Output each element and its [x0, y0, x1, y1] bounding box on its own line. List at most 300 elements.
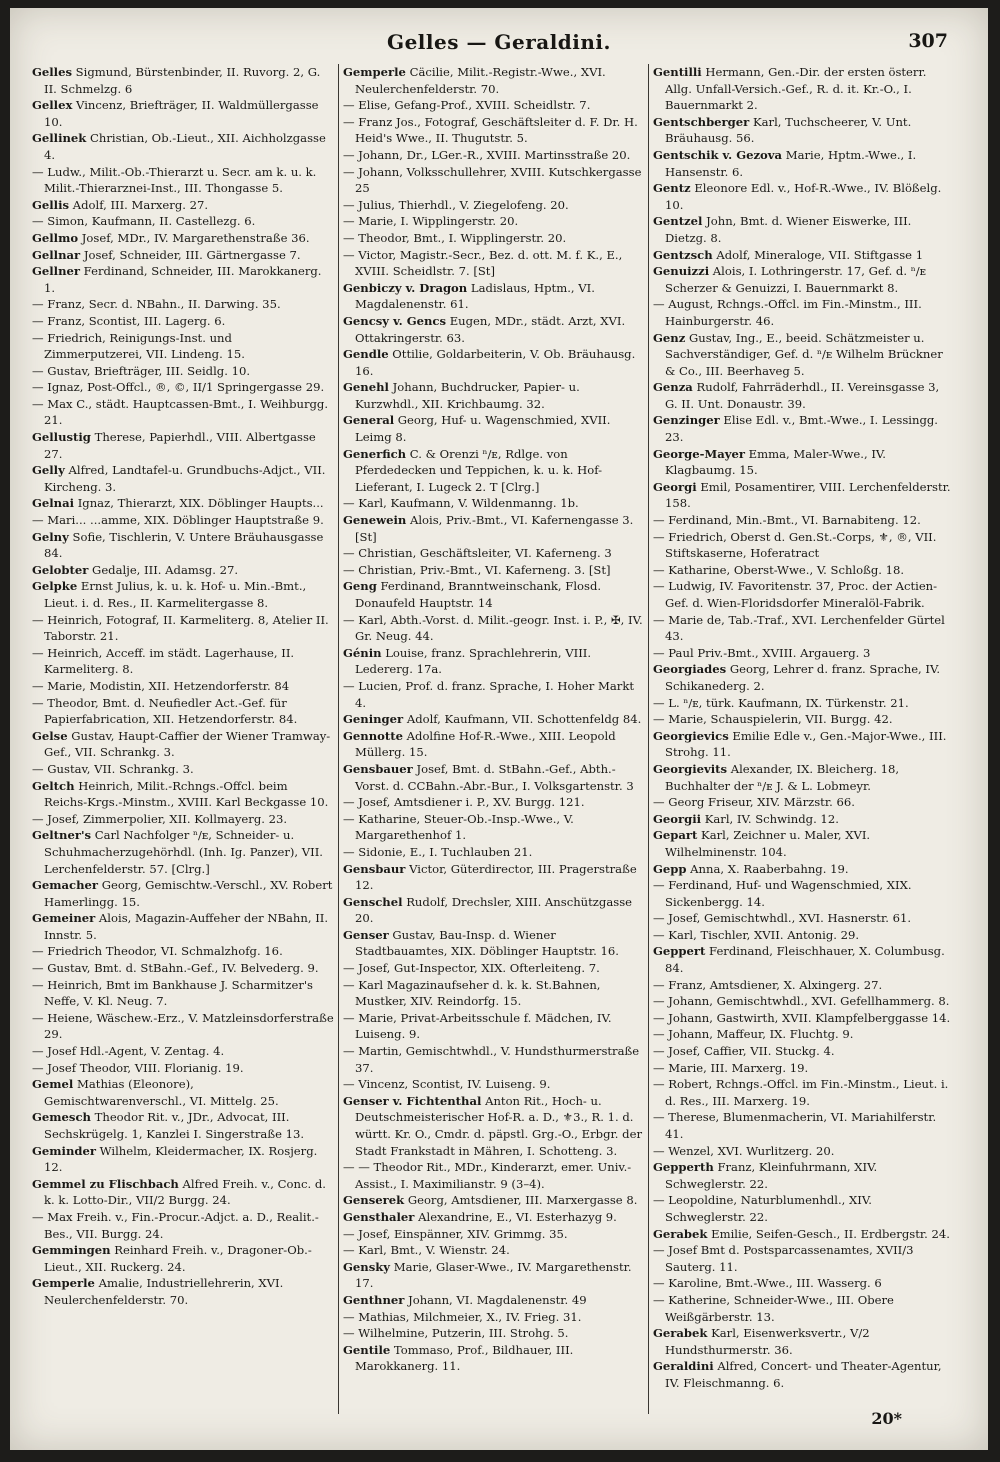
directory-entry — [343, 794, 644, 811]
entry-surname: Gennotte — [343, 728, 403, 743]
directory-entry — [343, 512, 644, 545]
directory-entry — [343, 147, 644, 164]
directory-entry — [653, 695, 954, 712]
entry-details: Adolfine Hof-R.-Wwe., XIII. Leopold Müllerg. 15. — [355, 728, 616, 760]
directory-page — [10, 8, 988, 1450]
entry-details: Eleonore Edl. v., Hof-R.-Wwe., IV. Blößelg. 10. — [665, 181, 942, 212]
directory-entry — [653, 1159, 954, 1192]
entry-details: — Gustav, Briefträger, III. Seidlg. 10. — [32, 363, 251, 378]
column-2 — [338, 64, 648, 1414]
directory-entry — [653, 213, 954, 246]
directory-entry — [343, 1076, 644, 1093]
entry-details: Eugen, MDr., städt. Arzt, XVI. Ottakringerstr. 63. — [355, 313, 626, 345]
directory-entry — [653, 977, 954, 994]
entry-details: — Franz, Scontist, III. Lagerg. 6. — [32, 313, 226, 328]
directory-entry — [32, 761, 334, 778]
entry-details: Anton Rit., Hoch- u. Deutschmeisterischer Hof-R. a. D., ⚜3., R. 1. d. württ. Kr. O., Cmdr. d. päpstl. Grg.-O., Erbgr. der Stadt Frankstadt in Mähren, I. Schotteng. 3. — [355, 1093, 642, 1158]
entry-details: Ferdinand, Fleischhauer, X. Columbusg. 84. — [665, 944, 945, 976]
entry-details: Karl, Zeichner u. Maler, XVI. Wilhelminenstr. 104. — [665, 828, 871, 859]
entry-details: Georg, Amtsdiener, III. Marxergasse 8. — [404, 1193, 638, 1208]
directory-entry — [32, 1242, 334, 1275]
entry-details: — Vincenz, Scontist, IV. Luiseng. 9. — [343, 1077, 551, 1092]
entry-details: — Josef Theodor, VIII. Florianig. 19. — [32, 1060, 244, 1075]
entry-surname: Geninger — [343, 712, 404, 727]
entry-surname: Genthner — [343, 1292, 405, 1307]
entry-details: — Ludw., Milit.-Ob.-Thierarzt u. Secr. am k. u. k. Milit.-Thierarznei-Inst., III. Thongasse 5. — [32, 164, 317, 196]
entry-details: — Marie, Schauspielerin, VII. Burgg. 42. — [653, 712, 893, 727]
entry-details: John, Bmt. d. Wiener Eiswerke, III. Dietzg. 8. — [665, 214, 912, 245]
entry-details: Rudolf, Drechsler, XIII. Anschützgasse 20. — [355, 894, 633, 926]
column-1 — [28, 64, 338, 1414]
directory-entry — [32, 1275, 334, 1308]
entry-details: Theodor Rit. v., JDr., Advocat, III. Sechskrügelg. 1, Kanzlei I. Singerstraße 13. — [44, 1110, 305, 1141]
entry-details: Carl Nachfolger ⁿ/ᴇ, Schneider- u. Schuhmacherzugehörhdl. (Inh. Ig. Panzer), VII. Lerchenfelderstr. 57. [Clrg.] — [44, 828, 323, 876]
directory-columns — [28, 64, 972, 1414]
entry-details: — Georg Friseur, XIV. Märzstr. 66. — [653, 795, 855, 810]
directory-entry — [653, 927, 954, 944]
entry-details: Ladislaus, Hptm., VI. Magdalenenstr. 61. — [355, 280, 595, 312]
entry-details: Heinrich, Milit.-Rchngs.-Offcl. beim Reichs-Krgs.-Minstm., XVIII. Karl Beckgasse 10. — [44, 778, 329, 810]
directory-entry — [32, 778, 334, 811]
entry-details: Georg, Huf- u. Wagenschmied, XVII. Leimg 8. — [355, 413, 611, 445]
entry-details: — Katharine, Oberst-Wwe., V. Schloßg. 18. — [653, 562, 905, 577]
entry-details: — Theodor, Bmt., I. Wipplingerstr. 20. — [343, 230, 567, 245]
entry-details: Rudolf, Fahrräderhdl., II. Vereinsgasse 3, G. II. Unt. Donaustr. 39. — [665, 380, 940, 411]
entry-surname: Gensbauer — [343, 761, 413, 776]
directory-entry — [32, 1043, 334, 1060]
directory-entry — [343, 761, 644, 794]
directory-entry — [653, 180, 954, 213]
directory-entry — [32, 910, 334, 943]
entry-surname: Geng — [343, 579, 377, 594]
entry-surname: Gelly — [32, 463, 65, 478]
entry-details: Ignaz, Thierarzt, XIX. Döblinger Haupts... — [74, 496, 324, 511]
entry-details: — Johann, Dr., LGer.-R., XVIII. Martinsstraße 20. — [343, 147, 631, 162]
directory-entry — [32, 612, 334, 645]
entry-details: — Paul Priv.-Bmt., XVIII. Argauerg. 3 — [653, 645, 871, 660]
directory-entry — [653, 1192, 954, 1225]
entry-surname: Gerabek — [653, 1326, 708, 1341]
directory-entry — [32, 97, 334, 130]
entry-surname: Genewein — [343, 513, 407, 528]
entry-details: Adolf, Mineraloge, VII. Stiftgasse 1 — [712, 247, 924, 262]
directory-entry — [343, 313, 644, 346]
entry-details: Georg, Lehrer d. franz. Sprache, IV. Schikanederg. 2. — [665, 662, 941, 693]
entry-surname: Gentile — [343, 1342, 391, 1357]
entry-details: Cäcilie, Milit.-Registr.-Wwe., XVI. Neulerchenfelderstr. 70. — [355, 65, 606, 96]
entry-details: — Elise, Gefang-Prof., XVIII. Scheidlstr. 7. — [343, 98, 591, 113]
entry-surname: Geppert — [653, 944, 706, 959]
entry-details: — Friedrich, Reinigungs-Inst. und Zimmerputzerei, VII. Lindeng. 15. — [32, 330, 245, 362]
directory-entry — [32, 1109, 334, 1142]
entry-surname: Genschel — [343, 894, 403, 909]
entry-surname: Gellustig — [32, 430, 91, 445]
entry-details: Johann, VI. Magdalenenstr. 49 — [404, 1292, 587, 1307]
directory-entry — [343, 1209, 644, 1226]
directory-entry — [32, 197, 334, 214]
entry-details: — Heinrich, Bmt im Bankhause J. Scharmitzer's Neffe, V. Kl. Neug. 7. — [32, 977, 314, 1009]
entry-details: Josef, Schneider, III. Gärtnergasse 7. — [80, 247, 301, 262]
directory-entry — [653, 64, 954, 114]
entry-surname: Gepart — [653, 828, 698, 843]
directory-entry — [653, 263, 954, 296]
entry-details: — Heiene, Wäschew.-Erz., V. Matzleinsdorferstraße 29. — [32, 1010, 334, 1042]
entry-details: Gedalje, III. Adamsg. 27. — [88, 562, 239, 577]
entry-surname: Gemacher — [32, 878, 99, 893]
entry-details: Christian, Ob.-Lieut., XII. Aichholzgasse 4. — [44, 131, 326, 162]
entry-details: — Friedrich, Oberst d. Gen.St.-Corps, ⚜, ®, VII. Stiftskaserne, Hoferatract — [653, 529, 937, 561]
directory-entry — [653, 446, 954, 479]
entry-surname: Gelnai — [32, 496, 75, 511]
directory-entry — [653, 379, 954, 412]
entry-details: Alois, I. Lothringerstr. 17, Gef. d. ⁿ/ᴇ Scherzer & Genuizzi, I. Bauernmarkt 8. — [665, 264, 927, 295]
entry-details: Adolf, Kaufmann, VII. Schottenfeldg 84. — [403, 712, 642, 727]
directory-entry — [653, 296, 954, 329]
directory-entry — [32, 529, 334, 562]
entry-surname: Gerabek — [653, 1226, 708, 1241]
directory-entry — [653, 943, 954, 976]
directory-entry — [653, 1292, 954, 1325]
entry-details: Ottilie, Goldarbeiterin, V. Ob. Bräuhausg. 16. — [355, 347, 636, 378]
directory-entry — [653, 711, 954, 728]
entry-details: — Wilhelmine, Putzerin, III. Strohg. 5. — [343, 1326, 569, 1341]
entry-details: Wilhelm, Kleidermacher, IX. Rosjerg. 12. — [44, 1143, 318, 1175]
directory-entry — [653, 1275, 954, 1292]
directory-entry — [343, 1292, 644, 1309]
directory-entry — [343, 247, 644, 280]
directory-entry — [343, 1309, 644, 1326]
directory-entry — [653, 1242, 954, 1275]
entry-details: — Mathias, Milchmeier, X., IV. Frieg. 31. — [343, 1309, 582, 1324]
entry-details: — Ferdinand, Min.-Bmt., VI. Barnabiteng. 12. — [653, 513, 921, 528]
entry-details: Ernst Julius, k. u. k. Hof- u. Min.-Bmt., Lieut. i. d. Res., II. Karmelitergasse 8. — [44, 579, 307, 610]
entry-surname: Georgi — [653, 479, 697, 494]
directory-entry — [653, 1010, 954, 1027]
entry-details: — Wenzel, XVI. Wurlitzerg. 20. — [653, 1143, 835, 1158]
entry-surname: Gellner — [32, 264, 80, 279]
entry-surname: Genza — [653, 380, 693, 395]
entry-details: Gustav, Bau-Insp. d. Wiener Stadtbauamtes, XIX. Döblinger Hauptstr. 16. — [355, 927, 619, 959]
entry-details: — Martin, Gemischtwhdl., V. Hundsthurmerstraße 37. — [343, 1044, 640, 1075]
directory-entry — [653, 147, 954, 180]
entry-surname: Gellinek — [32, 131, 87, 146]
entry-details: — Christian, Geschäftsleiter, VI. Kaferneng. 3 — [343, 546, 612, 561]
entry-surname: Gellex — [32, 98, 73, 113]
directory-entry — [32, 943, 334, 960]
directory-entry — [653, 645, 954, 662]
entry-details: — Marie, Privat-Arbeitsschule f. Mädchen, IV. Luiseng. 9. — [343, 1010, 612, 1042]
directory-entry — [32, 396, 334, 429]
entry-surname: Gencsy v. Gencs — [343, 313, 447, 328]
entry-details: — Ignaz, Post-Offcl., ®, ©, II/1 Springergasse 29. — [32, 380, 325, 395]
directory-entry — [653, 330, 954, 380]
entry-details: — Victor, Magistr.-Secr., Bez. d. ott. M. f. K., E., XVIII. Scheidlstr. 7. [St] — [343, 247, 623, 279]
entry-details: Anna, X. Raaberbahng. 19. — [686, 861, 849, 876]
directory-entry — [343, 230, 644, 247]
directory-entry — [343, 1226, 644, 1243]
directory-entry — [653, 910, 954, 927]
directory-entry — [343, 1325, 644, 1342]
entry-details: — Karl Magazinaufseher d. k. k. St.Bahnen, Mustker, XIV. Reindorfg. 15. — [343, 977, 601, 1009]
directory-entry — [343, 346, 644, 379]
directory-entry — [32, 678, 334, 695]
entry-surname: Generfich — [343, 446, 407, 461]
entry-details: — Josef Hdl.-Agent, V. Zentag. 4. — [32, 1044, 225, 1059]
entry-details: — Christian, Priv.-Bmt., VI. Kaferneng. 3. [St] — [343, 562, 611, 577]
directory-entry — [32, 877, 334, 910]
entry-surname: Gemperle — [343, 65, 406, 79]
entry-surname: Gemeiner — [32, 911, 96, 926]
directory-entry — [343, 645, 644, 678]
directory-entry — [653, 1325, 954, 1358]
entry-surname: Gepperth — [653, 1160, 714, 1175]
directory-entry — [653, 1076, 954, 1109]
entry-surname: Gensthaler — [343, 1209, 415, 1224]
directory-entry — [343, 894, 644, 927]
entry-surname: Gelles — [32, 65, 72, 79]
entry-details: Elise Edl. v., Bmt.-Wwe., I. Lessingg. 23. — [665, 413, 938, 445]
directory-entry — [343, 678, 644, 711]
directory-entry — [32, 811, 334, 828]
entry-details: Alois, Magazin-Auffeher der NBahn, II. Innstr. 5. — [44, 911, 329, 942]
directory-entry — [653, 993, 954, 1010]
directory-entry — [653, 412, 954, 445]
directory-entry — [32, 213, 334, 230]
directory-entry — [32, 462, 334, 495]
entry-surname: Gellmo — [32, 230, 79, 245]
entry-surname: Gentzsch — [653, 247, 713, 262]
directory-entry — [343, 612, 644, 645]
entry-surname: Geraldini — [653, 1359, 714, 1374]
entry-surname: Gemel — [32, 1077, 74, 1092]
page-header — [10, 30, 988, 56]
entry-details: Alois, Priv.-Bmt., VI. Kafernengasse 3. [St] — [355, 513, 634, 544]
entry-surname: Georgiades — [653, 662, 727, 677]
entry-details: Ferdinand, Branntweinschank, Flosd. Donaufeld Hauptstr. 14 — [355, 579, 602, 610]
directory-entry — [653, 114, 954, 147]
entry-details: — Karoline, Bmt.-Wwe., III. Wasserg. 6 — [653, 1276, 882, 1291]
entry-surname: George-Mayer — [653, 446, 745, 461]
entry-details: Marie, Glaser-Wwe., IV. Margarethenstr. 17. — [355, 1259, 632, 1291]
entry-details: Sofie, Tischlerin, V. Untere Bräuhausgasse 84. — [44, 529, 324, 561]
entry-details: — Johann, Volksschullehrer, XVIII. Kutschkergasse 25 — [343, 164, 642, 196]
entry-details: Karl, Tuchscheerer, V. Unt. Bräuhausg. 56. — [665, 114, 912, 146]
entry-details: — Josef Bmt d. Postsparcassenamtes, XVII/3 Sauterg. 11. — [653, 1243, 914, 1274]
entry-surname: Gentschik v. Gezova — [653, 147, 783, 162]
directory-entry — [653, 877, 954, 910]
directory-entry — [653, 1226, 954, 1243]
entry-surname: Gemperle — [32, 1276, 95, 1291]
directory-entry — [343, 280, 644, 313]
entry-details: — Leopoldine, Naturblumenhdl., XIV. Schweglerstr. 22. — [653, 1193, 872, 1224]
directory-entry — [343, 446, 644, 496]
directory-entry — [343, 728, 644, 761]
directory-entry — [32, 512, 334, 529]
entry-details: Therese, Papierhdl., VIII. Albertgasse 27. — [44, 430, 316, 461]
entry-surname: Gelpke — [32, 579, 78, 594]
directory-entry — [343, 1192, 644, 1209]
entry-details: Emma, Maler-Wwe., IV. Klagbaumg. 15. — [665, 446, 886, 478]
entry-details: Sigmund, Bürstenbinder, II. Ruvorg. 2, G. II. Schmelzg. 6 — [44, 65, 321, 96]
directory-entry — [32, 695, 334, 728]
entry-surname: Genbiczy v. Dragon — [343, 280, 468, 295]
entry-details: — Johann, Gemischtwhdl., XVI. Gefellhammerg. 8. — [653, 994, 950, 1009]
directory-entry — [343, 197, 644, 214]
entry-surname: Georgievits — [653, 761, 728, 776]
directory-entry — [343, 164, 644, 197]
directory-entry — [343, 412, 644, 445]
entry-details: Victor, Güterdirector, III. Pragerstraße 12. — [355, 861, 637, 893]
directory-entry — [343, 114, 644, 147]
entry-surname: Gellnar — [32, 247, 81, 262]
entry-details: Josef, Bmt. d. StBahn.-Gef., Abth.-Vorst. d. CCBahn.-Abr.-Bur., I. Volksgartenstr. 3 — [355, 761, 634, 793]
directory-entry — [653, 512, 954, 529]
entry-details: Karl, IV. Schwindg. 12. — [701, 811, 839, 826]
entry-details: — Karl, Abth.-Vorst. d. Milit.-geogr. Inst. i. P., ✠, IV. Gr. Neug. 44. — [343, 612, 643, 644]
directory-entry — [343, 977, 644, 1010]
entry-details: Emil, Posamentirer, VIII. Lerchenfelderstr. 158. — [665, 479, 951, 511]
entry-details: — Marie, Modistin, XII. Hetzendorferstr. 84 — [32, 678, 290, 693]
directory-entry — [32, 330, 334, 363]
page-number: 307 — [908, 30, 948, 52]
directory-entry — [32, 313, 334, 330]
directory-entry — [653, 247, 954, 264]
entry-details: — Therese, Blumenmacherin, VI. Mariahilferstr. 41. — [653, 1110, 937, 1141]
entry-details: Gustav, Ing., E., beeid. Schätzmeister u. Sachverständiger, Gef. d. ⁿ/ᴇ Wilhelm Brückner & Co., III. Beerhaveg 5. — [665, 330, 943, 378]
entry-details: — Max C., städt. Hauptcassen-Bmt., I. Weihburgg. 21. — [32, 396, 329, 428]
directory-entry — [32, 562, 334, 579]
entry-details: Louise, franz. Sprachlehrerin, VIII. Ledererg. 17a. — [355, 645, 592, 677]
entry-details: — Heinrich, Acceff. im städt. Lagerhause, II. Karmeliterg. 8. — [32, 645, 295, 677]
entry-details: Mathias (Eleonore), Gemischtwarenverschl., VI. Mittelg. 25. — [44, 1077, 279, 1108]
entry-details: — Theodor, Bmt. d. Neufiedler Act.-Gef. für Papierfabrication, XII. Hetzendorferstr. 84. — [32, 695, 298, 727]
directory-entry — [343, 495, 644, 512]
directory-entry — [32, 379, 334, 396]
directory-entry — [32, 429, 334, 462]
directory-entry — [653, 1043, 954, 1060]
directory-entry — [32, 977, 334, 1010]
directory-entry — [32, 578, 334, 611]
entry-details: — Max Freih. v., Fin.-Procur.-Adjct. a. D., Realit.-Bes., VII. Burgg. 24. — [32, 1209, 319, 1241]
directory-entry — [343, 927, 644, 960]
entry-details: — Johann, Maffeur, IX. Fluchtg. 9. — [653, 1027, 854, 1042]
entry-details: — Karl, Tischler, XVII. Antonig. 29. — [653, 927, 860, 942]
entry-details: — Marie de, Tab.-Traf., XVI. Lerchenfelder Gürtel 43. — [653, 612, 945, 644]
entry-surname: Geminder — [32, 1143, 96, 1158]
entry-surname: Gentzel — [653, 214, 703, 229]
directory-entry — [32, 263, 334, 296]
directory-entry — [32, 827, 334, 877]
directory-entry — [653, 827, 954, 860]
entry-details: — Robert, Rchngs.-Offcl. im Fin.-Minstm., Lieut. i. d. Res., III. Marxerg. 19. — [653, 1077, 949, 1108]
entry-details: Alexandrine, E., VI. Esterhazyg 9. — [414, 1209, 617, 1224]
directory-entry — [343, 844, 644, 861]
entry-surname: Gendle — [343, 347, 389, 362]
entry-details: Hermann, Gen.-Dir. der ersten österr. Allg. Unfall-Versich.-Gef., R. d. it. Kr.-O., I. Bauernmarkt 2. — [665, 65, 927, 113]
entry-surname: Genuizzi — [653, 264, 710, 279]
entry-details: Alexander, IX. Bleicherg. 18, Buchhalter der ⁿ/ᴇ J. & L. Lobmeyr. — [665, 761, 900, 793]
entry-surname: Gelny — [32, 529, 69, 544]
entry-details: — Franz, Amtsdiener, X. Alxingerg. 27. — [653, 977, 883, 992]
directory-entry — [32, 495, 334, 512]
entry-details: Alfred Freih. v., Conc. d. k. k. Lotto-Dir., VII/2 Burgg. 24. — [44, 1176, 326, 1208]
column-3 — [648, 64, 958, 1414]
entry-surname: Gelse — [32, 728, 68, 743]
directory-entry — [343, 1159, 644, 1192]
directory-entry — [32, 960, 334, 977]
entry-details: Georg, Gemischtw.-Verschl., XV. Robert Hamerlingg. 15. — [44, 878, 333, 909]
entry-details: — L. ⁿ/ᴇ, türk. Kaufmann, IX. Türkenstr. 21. — [653, 695, 909, 710]
directory-entry — [32, 230, 334, 247]
entry-surname: Geltch — [32, 778, 75, 793]
directory-entry — [653, 794, 954, 811]
entry-surname: Gemmingen — [32, 1243, 111, 1258]
entry-details: Johann, Buchdrucker, Papier- u. Kurzwhdl., XII. Krichbaumg. 32. — [355, 380, 580, 411]
entry-surname: Gelobter — [32, 562, 89, 577]
entry-details: Alfred, Concert- und Theater-Agentur, IV. Fleischmanng. 6. — [665, 1359, 942, 1390]
entry-details: — Heinrich, Fotograf, II. Karmeliterg. 8, Atelier II. Taborstr. 21. — [32, 612, 329, 644]
directory-entry — [653, 479, 954, 512]
entry-details: — Marie, I. Wipplingerstr. 20. — [343, 214, 519, 229]
directory-entry — [32, 1010, 334, 1043]
directory-entry — [32, 728, 334, 761]
entry-details: — Lucien, Prof. d. franz. Sprache, I. Hoher Markt 4. — [343, 678, 635, 710]
directory-entry — [653, 1026, 954, 1043]
entry-details: Adolf, III. Marxerg. 27. — [69, 197, 209, 212]
directory-entry — [653, 1060, 954, 1077]
directory-entry — [343, 960, 644, 977]
entry-surname: Gentz — [653, 181, 691, 196]
entry-surname: Genehl — [343, 380, 389, 395]
directory-entry — [343, 1242, 644, 1259]
entry-surname: Genzinger — [653, 413, 720, 428]
directory-entry — [343, 97, 644, 114]
entry-details: Vincenz, Briefträger, II. Waldmüllergasse 10. — [44, 98, 319, 129]
entry-details: Tommaso, Prof., Bildhauer, III. Marokkanerg. 11. — [355, 1342, 574, 1374]
entry-details: Marie, Hptm.-Wwe., I. Hansenstr. 6. — [665, 147, 917, 179]
directory-entry — [653, 529, 954, 562]
directory-entry — [32, 164, 334, 197]
signature-mark: 20* — [871, 1409, 902, 1428]
directory-entry — [653, 612, 954, 645]
entry-details: Reinhard Freih. v., Dragoner-Ob.-Lieut., XII. Ruckerg. 24. — [44, 1243, 312, 1274]
entry-details: — Josef, Caffier, VII. Stuckg. 4. — [653, 1044, 835, 1059]
entry-surname: Genserek — [343, 1193, 405, 1208]
entry-surname: Gensky — [343, 1259, 391, 1274]
entry-surname: Gensbaur — [343, 861, 406, 876]
entry-details: Emilie, Seifen-Gesch., II. Erdbergstr. 24. — [707, 1226, 950, 1241]
directory-entry — [343, 1342, 644, 1375]
directory-entry — [653, 1143, 954, 1160]
entry-details: — Katharine, Steuer-Ob.-Insp.-Wwe., V. Margarethenhof 1. — [343, 811, 574, 843]
entry-details: — Ferdinand, Huf- und Wagenschmied, XIX. Sickenbergg. 14. — [653, 878, 912, 909]
entry-details: — Katherine, Schneider-Wwe., III. Obere Weißgärberstr. 13. — [653, 1292, 894, 1324]
entry-details: Alfred, Landtafel-u. Grundbuchs-Adjct., VII. Kircheng. 3. — [44, 463, 326, 494]
directory-entry — [343, 1093, 644, 1159]
directory-entry — [343, 1010, 644, 1043]
entry-surname: Gentschberger — [653, 114, 750, 129]
directory-entry — [32, 1143, 334, 1176]
entry-surname: Georgii — [653, 811, 702, 826]
directory-entry — [343, 379, 644, 412]
directory-entry — [32, 1076, 334, 1109]
directory-entry — [343, 213, 644, 230]
directory-entry — [653, 861, 954, 878]
entry-details: — Sidonie, E., I. Tuchlauben 21. — [343, 844, 533, 859]
directory-entry — [653, 562, 954, 579]
directory-entry — [343, 545, 644, 562]
directory-entry — [653, 1358, 954, 1391]
